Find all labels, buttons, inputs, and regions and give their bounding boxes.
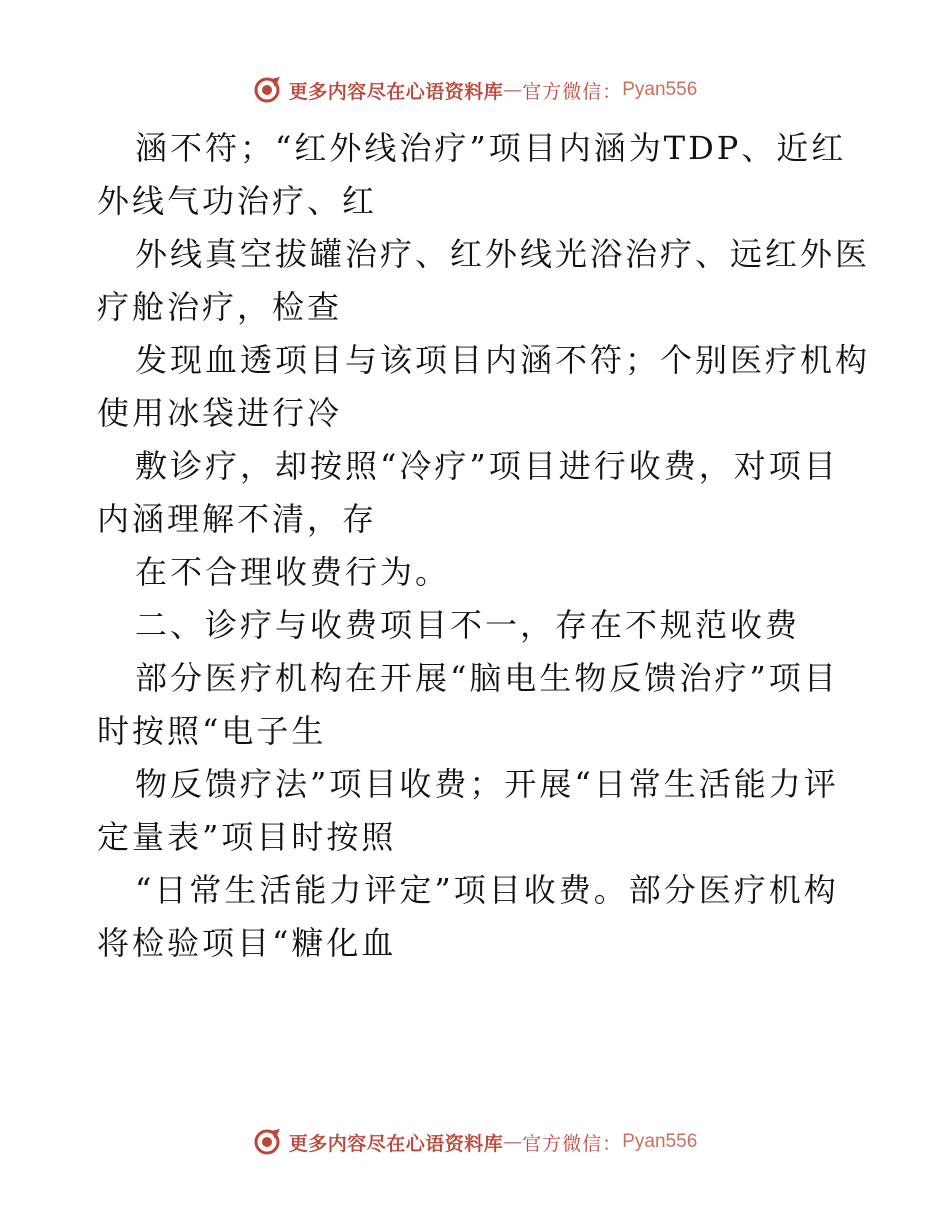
text-line: 使用冰袋进行冷 bbox=[97, 394, 343, 432]
text-line: 将检验项目“糖化血 bbox=[97, 924, 397, 962]
text-line: 内涵理解不清，存 bbox=[97, 500, 378, 538]
watermark-text: 更多内容尽在心语资料库 bbox=[288, 1132, 504, 1155]
text-line: 外线气功治疗、红 bbox=[97, 182, 378, 220]
footer-watermark bbox=[0, 1127, 950, 1157]
watermark-separator: — bbox=[503, 79, 523, 101]
text-line: 定量表”项目时按照 bbox=[97, 818, 397, 856]
watermark-wechat-label: 官方微信： bbox=[522, 80, 623, 103]
logo-icon bbox=[253, 1127, 283, 1157]
header-watermark bbox=[0, 75, 950, 105]
text-line: 部分医疗机构在开展“脑电生物反馈治疗”项目 bbox=[135, 659, 839, 697]
watermark-wechat-id: Pyan556 bbox=[622, 1131, 698, 1152]
text-line: 外线真空拔罐治疗、红外线光浴治疗、远红外医 bbox=[135, 235, 871, 273]
text-line: 发现血透项目与该项目内涵不符；个别医疗机构 bbox=[135, 341, 871, 379]
text-line: 涵不符；“红外线治疗”项目内涵为TDP、近红 bbox=[135, 129, 847, 167]
watermark-wechat-id: Pyan556 bbox=[622, 79, 698, 100]
text-line: 敷诊疗，却按照“冷疗”项目进行收费，对项目 bbox=[135, 447, 839, 485]
watermark-wechat-label: 官方微信： bbox=[522, 1132, 623, 1155]
text-line: 物反馈疗法”项目收费；开展“日常生活能力评 bbox=[135, 765, 839, 803]
watermark-text: 更多内容尽在心语资料库 bbox=[288, 80, 504, 103]
watermark-separator: — bbox=[503, 1131, 523, 1153]
document-body bbox=[97, 122, 871, 970]
text-line: “日常生活能力评定”项目收费。部分医疗机构 bbox=[135, 871, 839, 909]
text-line: 时按照“电子生 bbox=[97, 712, 327, 750]
text-line: 在不合理收费行为。 bbox=[135, 553, 451, 591]
logo-icon bbox=[253, 75, 283, 105]
text-line: 疗舱治疗，检查 bbox=[97, 288, 343, 326]
text-line: 二、诊疗与收费项目不一，存在不规范收费 bbox=[135, 606, 801, 644]
